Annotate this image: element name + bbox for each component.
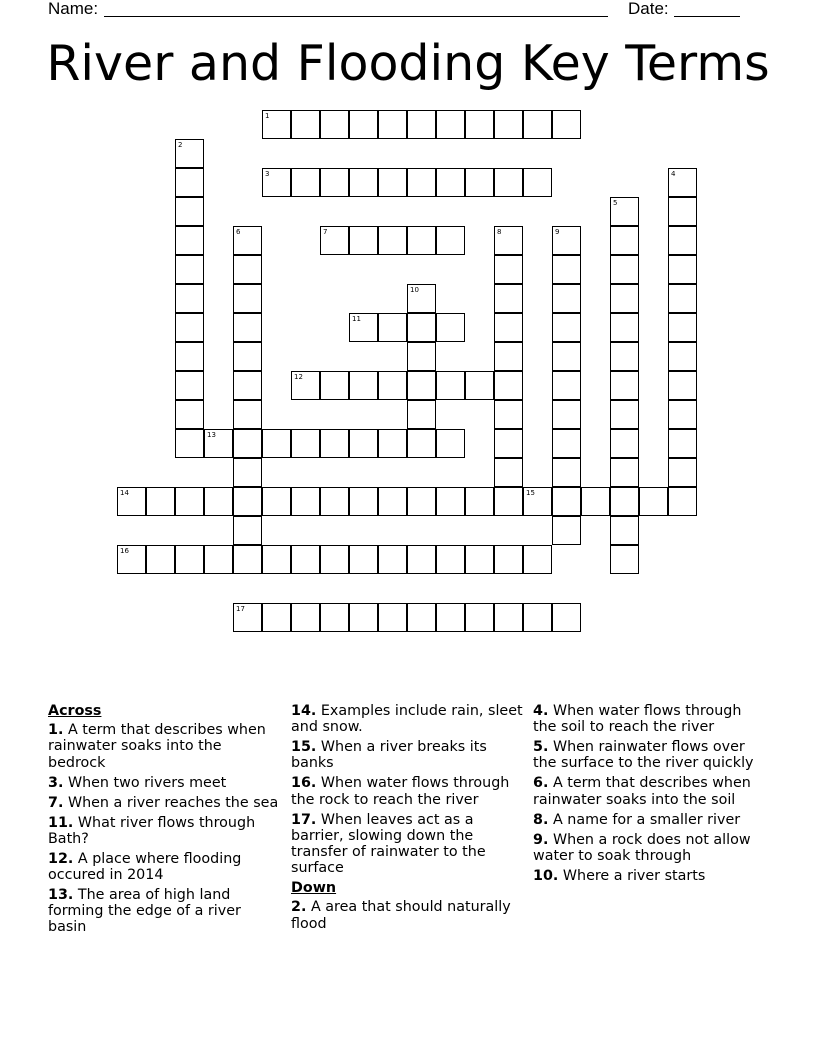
clue-number-label: 1 — [265, 112, 270, 120]
across-clue — [291, 812, 523, 877]
name-label: Name: — [48, 0, 99, 18]
clue-number: 2. — [291, 899, 307, 916]
clue-column-2 — [291, 703, 523, 936]
clue-number: 3. — [48, 774, 64, 791]
clue-number: 14. — [291, 703, 317, 719]
down-clue — [533, 703, 768, 735]
clue-number: 15. — [291, 739, 317, 756]
across-clue — [48, 887, 280, 936]
across-heading: Across — [48, 703, 102, 719]
clue-number: 5. — [533, 739, 549, 756]
clue-text: What river flows through Bath? — [48, 814, 256, 847]
clue-number-label: 2 — [178, 141, 183, 149]
clue-number-label: 16 — [120, 547, 129, 555]
clue-number-label: 9 — [555, 228, 560, 236]
clue-number-label: 7 — [323, 228, 328, 236]
clue-number-label: 3 — [265, 170, 270, 178]
clue-number: 17. — [291, 811, 317, 828]
down-clue — [533, 868, 768, 884]
clue-text: When two rivers meet — [67, 774, 227, 791]
clue-text: When water flows through the rock to reach the river — [291, 775, 510, 808]
clue-number: 16. — [291, 775, 317, 792]
clue-number: 6. — [533, 775, 549, 792]
page-title: River and Flooding Key Terms — [46, 35, 770, 92]
across-clue — [48, 775, 280, 791]
down-clue — [533, 775, 768, 807]
clue-text: A area that should naturally flood — [291, 899, 511, 932]
clue-number-label: 13 — [207, 431, 216, 439]
clue-number: 10. — [533, 867, 559, 884]
across-clue — [48, 851, 280, 883]
clue-number: 11. — [48, 814, 74, 831]
clue-number: 4. — [533, 703, 549, 719]
across-clue — [291, 703, 523, 735]
clue-number-label: 8 — [497, 228, 502, 236]
down-clue — [533, 832, 768, 864]
clue-number-label: 15 — [526, 489, 535, 497]
down-clue — [533, 739, 768, 771]
clue-text: A term that describes when rainwater soaks into the soil — [533, 775, 751, 808]
clue-number: 7. — [48, 794, 64, 811]
clue-number-label: 10 — [410, 286, 419, 294]
date-label: Date: — [628, 0, 669, 18]
clue-column-1 — [48, 703, 280, 939]
down-clue — [533, 812, 768, 828]
clue-number: 1. — [48, 722, 64, 739]
across-clue — [291, 739, 523, 771]
across-clue — [48, 795, 280, 811]
clue-number-label: 17 — [236, 605, 245, 613]
clue-number: 9. — [533, 831, 549, 848]
clue-text: When water flows through the soil to reach the river — [533, 703, 742, 736]
clue-column-3 — [533, 703, 768, 888]
clue-number-label: 14 — [120, 489, 129, 497]
clue-number: 8. — [533, 811, 549, 828]
clue-number-label: 12 — [294, 373, 303, 381]
clue-number: 12. — [48, 850, 74, 867]
clue-text: When rainwater flows over the surface to the river quickly — [533, 739, 754, 772]
clue-text: When a river breaks its banks — [291, 739, 487, 772]
across-clue — [48, 722, 280, 771]
clue-text: When leaves act as a barrier, slowing down the transfer of rainwater to the surface — [291, 811, 486, 877]
clue-text: When a river reaches the sea — [67, 794, 279, 811]
clue-text: A term that describes when rainwater soaks into the bedrock — [48, 722, 266, 771]
down-clue — [291, 899, 523, 931]
clue-number-label: 4 — [671, 170, 676, 178]
clue-number-label: 6 — [236, 228, 241, 236]
clue-text: The area of high land forming the edge of a river basin — [48, 887, 241, 936]
down-heading: Down — [291, 880, 337, 897]
across-clue — [291, 775, 523, 807]
clue-number: 13. — [48, 887, 74, 904]
clue-text: Where a river starts — [562, 867, 706, 884]
across-clue — [48, 815, 280, 847]
clue-text: Examples include rain, sleet and snow. — [291, 703, 523, 736]
clue-text: When a rock does not allow water to soak through — [533, 831, 751, 864]
clue-number-label: 5 — [613, 199, 618, 207]
clue-text: A place where flooding occured in 2014 — [48, 850, 242, 884]
clue-text: A name for a smaller river — [552, 811, 741, 828]
clue-number-label: 11 — [352, 315, 361, 323]
